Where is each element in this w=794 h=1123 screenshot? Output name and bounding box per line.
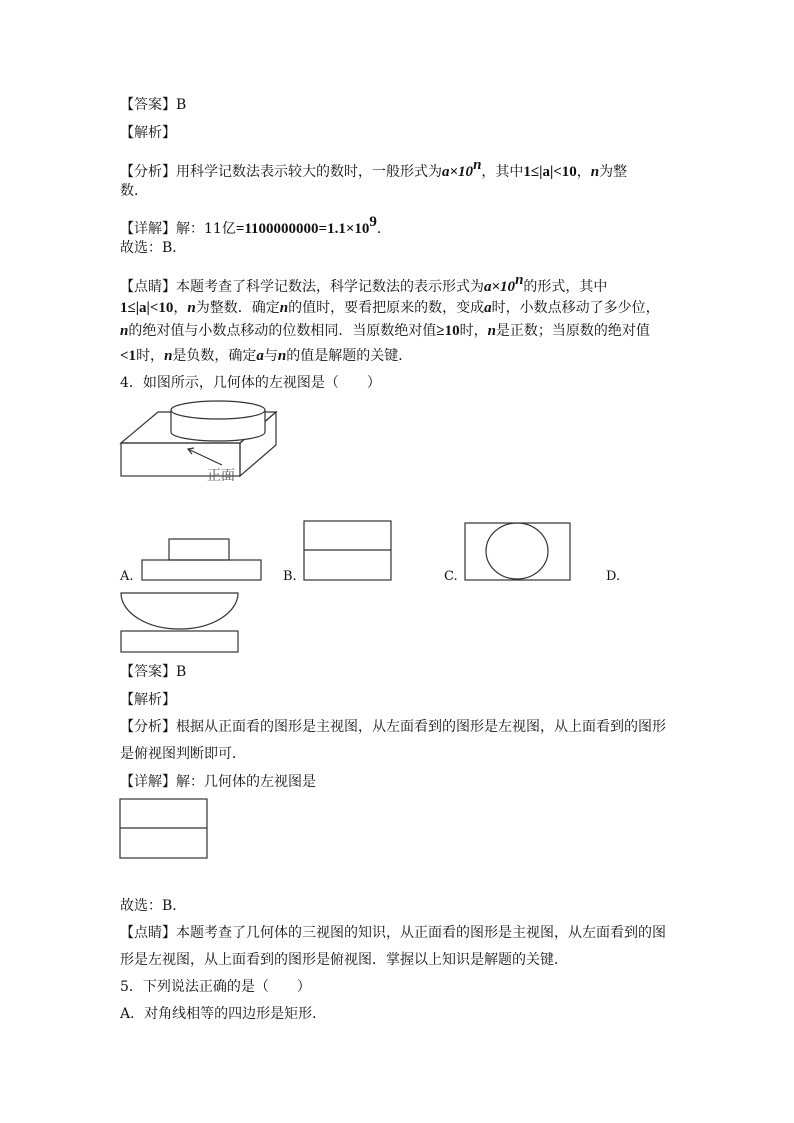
math-expr: a×10 — [484, 279, 516, 295]
text: 为整数．确定 — [195, 300, 280, 316]
q4-choice: 故选：B． — [120, 898, 187, 914]
q3-choice: 故选：B． — [120, 240, 187, 256]
q5-option-a: A．对角线相等的四边形是矩形． — [120, 1006, 327, 1022]
q3-fenxi-line-1 — [120, 155, 627, 182]
text: 时，小数点移动了多少位， — [491, 300, 660, 316]
text: 【详解】解：11亿 — [120, 221, 236, 237]
math-expr: a×10 — [442, 164, 474, 180]
front-label: 正面 — [207, 468, 235, 484]
option-d-label: D. — [606, 569, 621, 584]
option-c-figure — [464, 522, 572, 582]
q4-solution-figure — [119, 798, 209, 860]
text: 的绝对值与小数点移动的位数相同．当原数绝对值 — [128, 323, 437, 339]
text: 时， — [459, 323, 488, 339]
q4-solid-figure — [118, 398, 288, 488]
q3-dianjing-line-3 — [120, 321, 650, 341]
q5-stem: 5．下列说法正确的是（ ） — [120, 979, 311, 995]
text: 【点睛】本题考查了科学记数法，科学记数法的表示形式为 — [120, 279, 484, 295]
q4-analysis-heading: 【解析】 — [120, 692, 176, 708]
q4-fenxi-line-2: 是俯视图判断即可． — [120, 746, 246, 762]
text: 与 — [263, 348, 278, 364]
option-b-label: B. — [283, 569, 297, 584]
q3-dianjing-line-1 — [120, 270, 607, 297]
text: 【分析】用科学记数法表示较大的数时，一般形式为 — [120, 164, 442, 180]
text: ， — [576, 164, 591, 180]
math-lt: <1 — [120, 348, 137, 364]
q4-answer: 【答案】B — [120, 664, 187, 680]
math-equation: =1100000000=1.1×10 — [235, 221, 370, 237]
text: ． — [376, 221, 391, 237]
text: 的值是解题的关键． — [286, 348, 413, 364]
text: 的值时，要看把原来的数，变成 — [288, 300, 485, 316]
math-var: n — [164, 348, 173, 364]
text: ， — [173, 300, 188, 316]
q4-xiangjie: 【详解】解：几何体的左视图是 — [120, 774, 316, 790]
math-range: 1≤|a|<10 — [120, 300, 174, 316]
option-b-figure — [303, 520, 393, 582]
option-a-label: A. — [120, 569, 134, 584]
q3-xiangjie — [120, 212, 391, 239]
q3-dianjing-line-2 — [120, 298, 660, 318]
q3-dianjing-line-4 — [120, 346, 412, 366]
math-exponent: 9 — [369, 214, 377, 230]
text: 是负数，确定 — [172, 348, 257, 364]
math-var: n — [590, 164, 600, 180]
math-var: n — [279, 300, 289, 316]
option-d-figure — [119, 591, 241, 655]
math-var: n — [277, 348, 287, 364]
math-var: a — [484, 300, 492, 316]
math-var: n — [187, 300, 196, 316]
option-a-figure — [141, 538, 263, 582]
option-c-label: C. — [444, 569, 458, 584]
text: 时， — [136, 348, 165, 364]
text: ，其中 — [481, 164, 524, 180]
math-var: n — [487, 323, 496, 339]
math-var: n — [120, 323, 129, 339]
q3-analysis-heading: 【解析】 — [120, 125, 176, 141]
text: 的形式，其中 — [523, 279, 608, 295]
q4-dianjing-line-2: 形是左视图，从上面看到的图形是俯视图．掌握以上知识是解题的关键． — [120, 952, 568, 968]
q4-dianjing-line-1: 【点睛】本题考查了几何体的三视图的知识，从正面看的图形是主视图，从左面看到的图 — [120, 925, 666, 941]
text: 为整 — [599, 164, 628, 180]
cylinder-top — [171, 401, 265, 419]
text: 是正数；当原数的绝对值 — [495, 323, 650, 339]
q3-answer: 【答案】B — [120, 97, 187, 113]
q3-fenxi-line-2: 数． — [120, 183, 148, 199]
q4-stem: 4．如图所示，几何体的左视图是（ ） — [120, 375, 381, 391]
arrow-line — [188, 449, 222, 465]
math-var: a — [256, 348, 264, 364]
math-exponent: n — [473, 157, 482, 173]
math-range: 1≤|a|<10 — [523, 164, 577, 180]
math-ge: ≥10 — [436, 323, 460, 339]
q4-fenxi-line-1: 【分析】根据从正面看的图形是主视图，从左面看到的图形是左视图，从上面看到的图形 — [120, 719, 666, 735]
math-exponent: n — [515, 272, 524, 288]
